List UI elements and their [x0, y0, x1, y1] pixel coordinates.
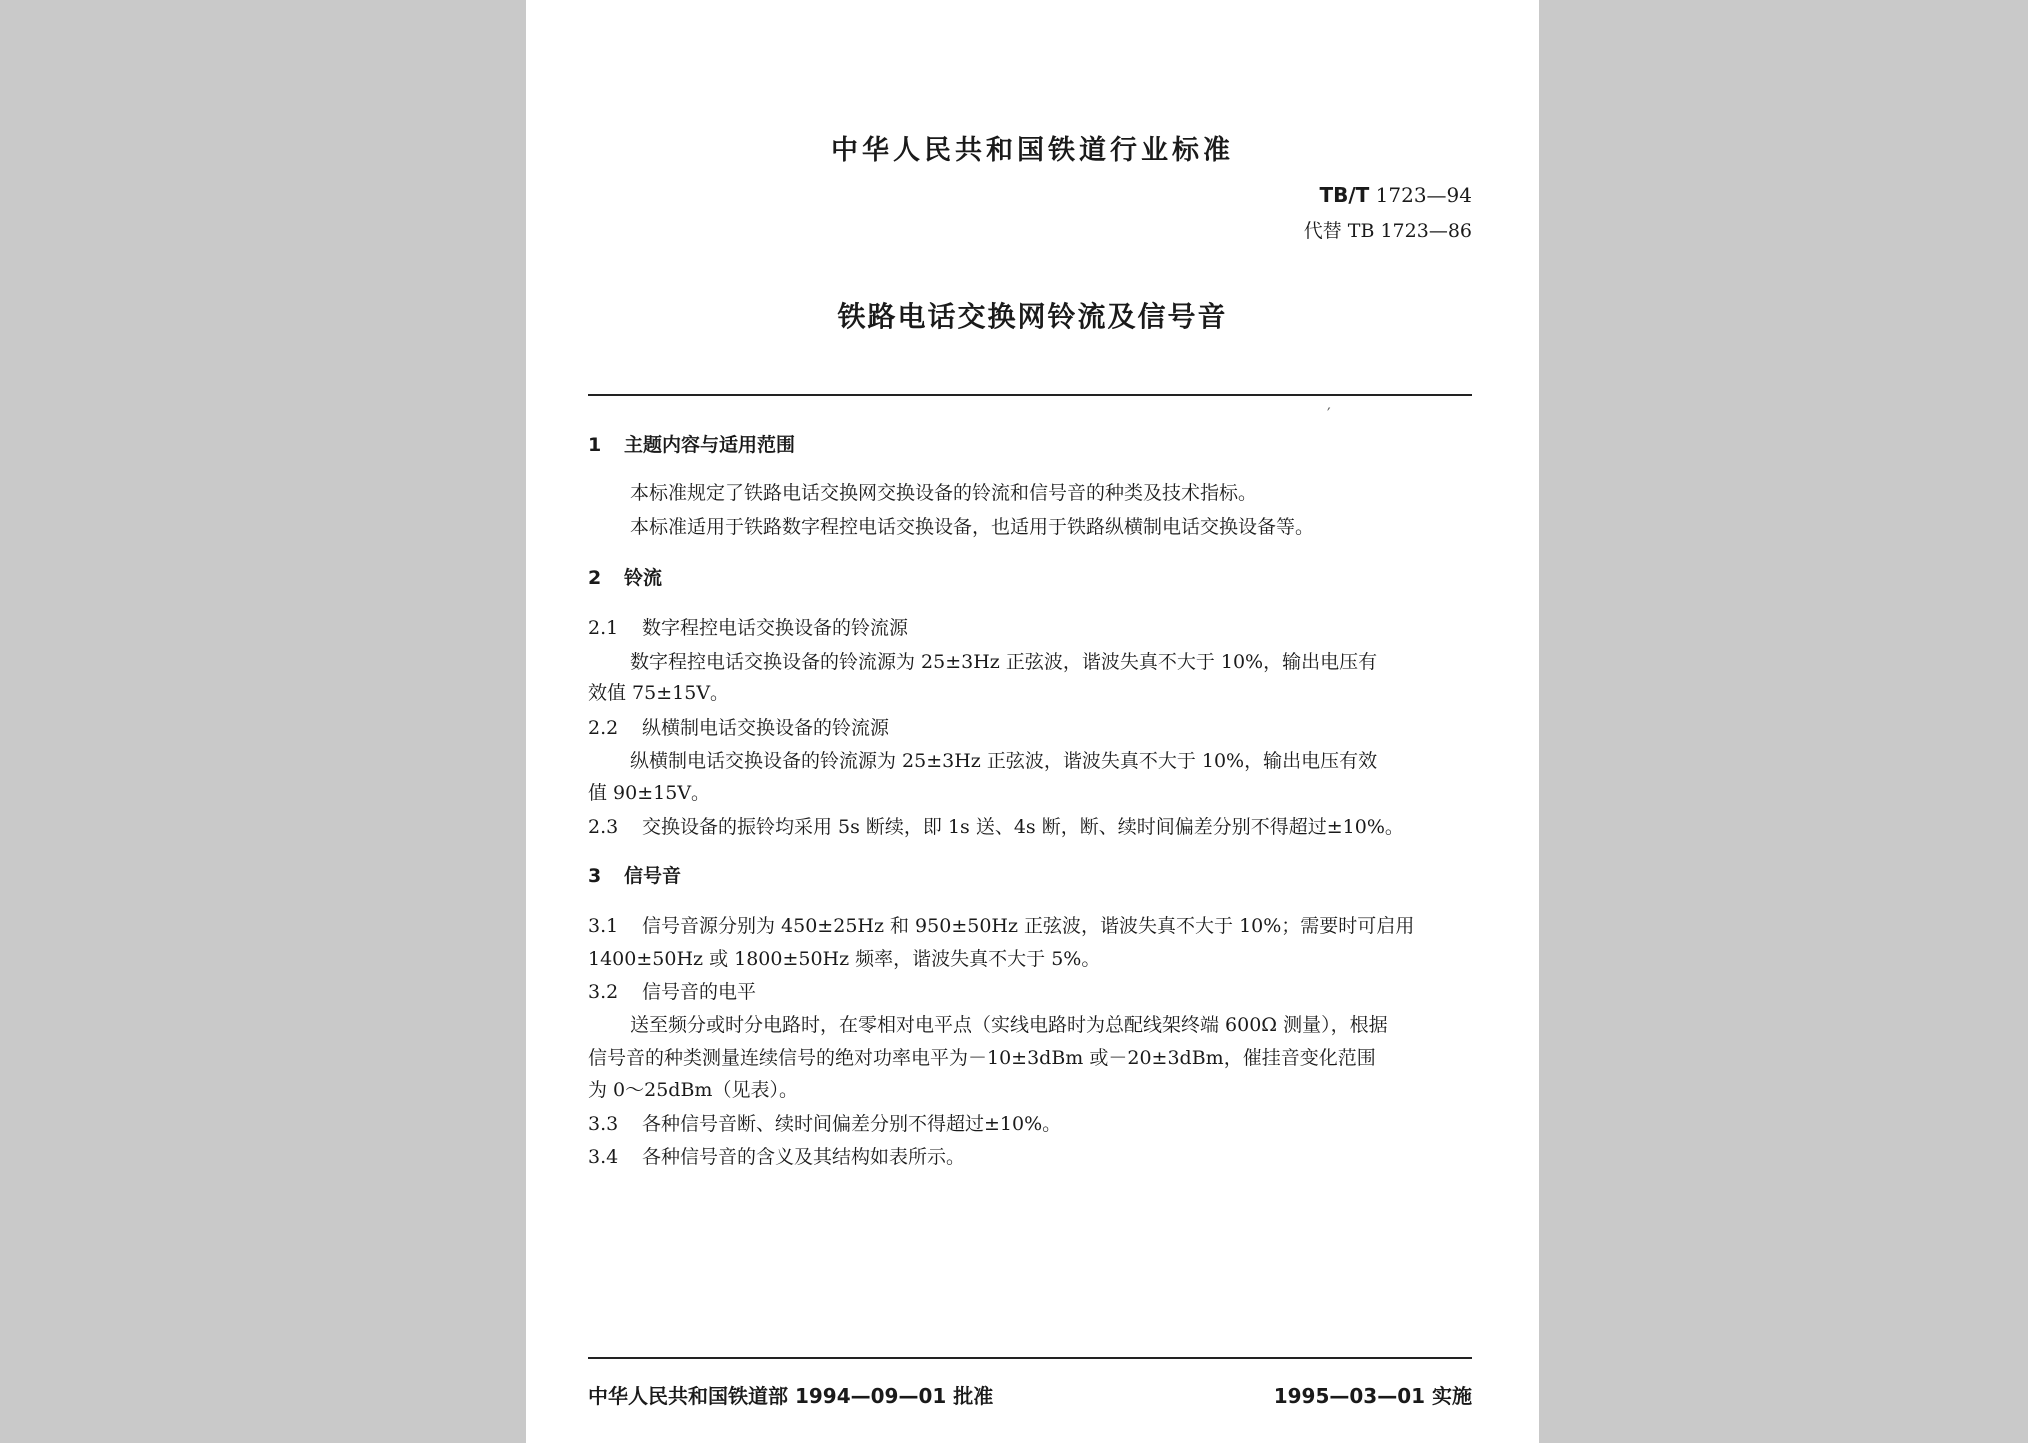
section-2-2-text-line-2: 值 90±15V。 — [588, 782, 711, 804]
section-3-2-text-line-2: 信号音的种类测量连续信号的绝对功率电平为－10±3dBm 或－20±3dBm，催挂音变化范围 — [588, 1047, 1376, 1069]
section-2-1-text-line-1: 数字程控电话交换设备的铃流源为 25±3Hz 正弦波，谐波失真不大于 10%，输出电压有 — [630, 651, 1378, 673]
section-3-1-text-line-1: 3.1 信号音源分别为 450±25Hz 和 950±50Hz 正弦波，谐波失真不大于 10%；需要时可启用 — [588, 915, 1415, 937]
standard-code — [1319, 183, 1472, 207]
standard-code-prefix: TB/T — [1319, 183, 1370, 207]
approval-line: 中华人民共和国铁道部 1994—09—01 批准 — [588, 1384, 994, 1408]
section-3-3-text: 3.3 各种信号音断、续时间偏差分别不得超过±10%。 — [588, 1113, 1062, 1135]
replaces-standard: 代替 TB 1723—86 — [1303, 220, 1472, 242]
effective-date: 1995—03—01 实施 — [1273, 1384, 1472, 1408]
section-2-3-text: 2.3 交换设备的振铃均采用 5s 断续，即 1s 送、4s 断，断、续时间偏差分别不得超过±10%。 — [588, 816, 1404, 838]
section-1-heading: 1 主题内容与适用范围 — [588, 434, 796, 456]
section-3-2-text-line-3: 为 0～25dBm（见表）。 — [588, 1079, 798, 1101]
section-2-2-text-line-1: 纵横制电话交换设备的铃流源为 25±3Hz 正弦波，谐波失真不大于 10%，输出电压有效 — [630, 750, 1378, 772]
section-2-heading: 2 铃流 — [588, 567, 663, 589]
section-2-1-text-line-2: 效值 75±15V。 — [588, 682, 730, 704]
section-3-heading: 3 信号音 — [588, 865, 682, 887]
standard-code-number: 1723—94 — [1375, 183, 1472, 207]
scan-mark: ′ — [1327, 404, 1331, 423]
section-1-paragraph-1: 本标准规定了铁路电话交换网交换设备的铃流和信号音的种类及技术指标。 — [630, 482, 1258, 504]
section-2-1-heading: 2.1 数字程控电话交换设备的铃流源 — [588, 617, 909, 639]
section-1-paragraph-2: 本标准适用于铁路数字程控电话交换设备，也适用于铁路纵横制电话交换设备等。 — [630, 516, 1315, 538]
section-3-1-text-line-2: 1400±50Hz 或 1800±50Hz 频率，谐波失真不大于 5%。 — [588, 948, 1101, 970]
section-3-2-heading: 3.2 信号音的电平 — [588, 981, 757, 1003]
section-3-2-text-line-1: 送至频分或时分电路时，在零相对电平点（实线电路时为总配线架终端 600Ω 测量），根据 — [630, 1014, 1388, 1036]
footer-divider — [588, 1357, 1472, 1359]
title-divider — [588, 394, 1472, 396]
document-page — [526, 0, 1539, 1443]
document-title: 铁路电话交换网铃流及信号音 — [837, 300, 1228, 333]
section-3-4-text: 3.4 各种信号音的含义及其结构如表所示。 — [588, 1146, 966, 1168]
standard-category-header: 中华人民共和国铁道行业标准 — [831, 135, 1234, 166]
section-2-2-heading: 2.2 纵横制电话交换设备的铃流源 — [588, 717, 890, 739]
